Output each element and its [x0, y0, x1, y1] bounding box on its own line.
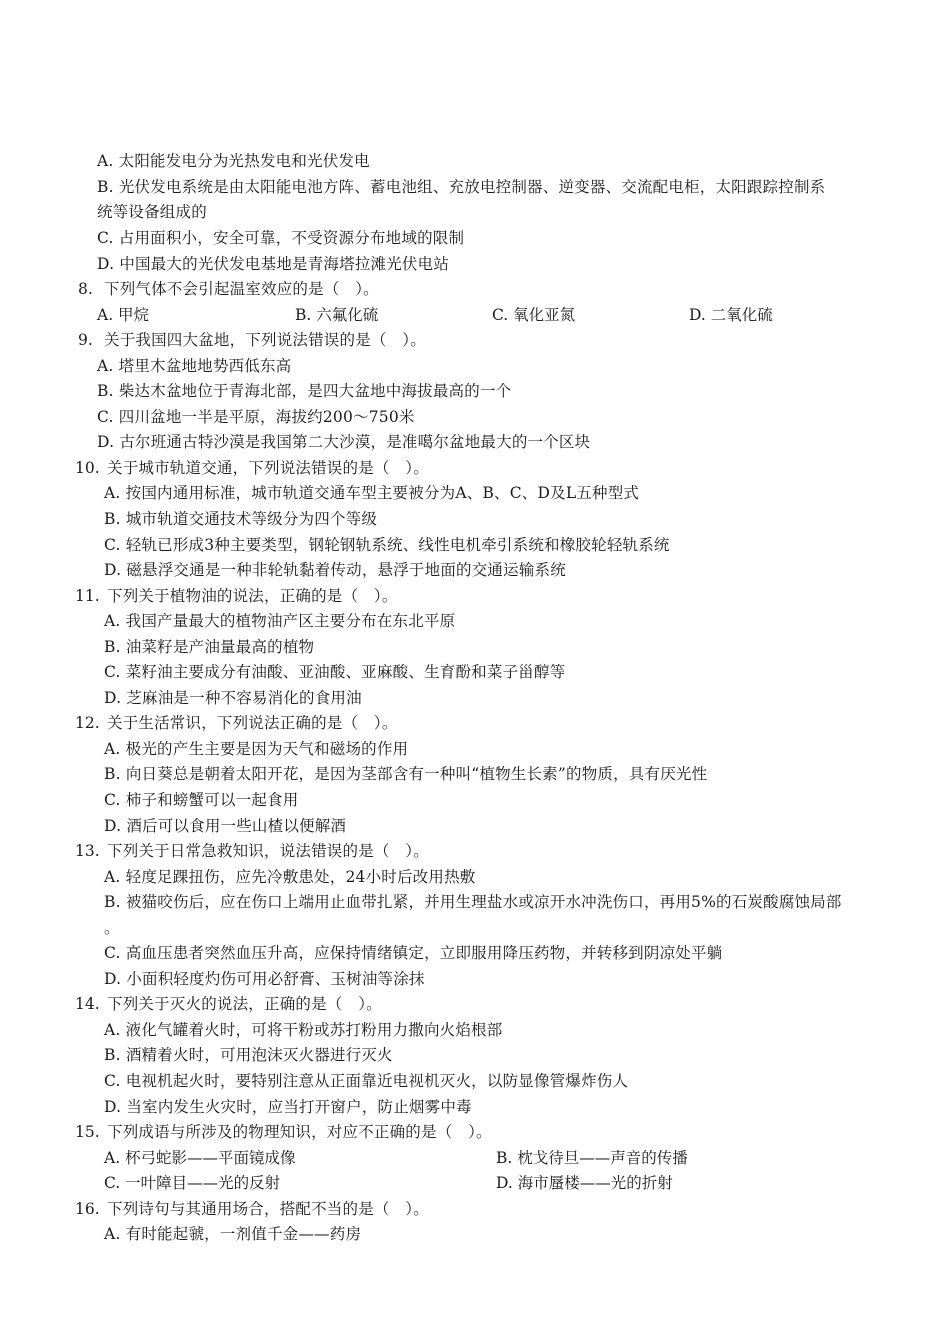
q12-number: 12.: [75, 714, 100, 732]
q7-option-c: C. 占用面积小，安全可靠，不受资源分布地域的限制: [97, 229, 465, 247]
q12-option-a: A. 极光的产生主要是因为天气和磁场的作用: [104, 740, 409, 758]
q14-stem: 下列关于灭火的说法，正确的是（ ）。: [107, 995, 382, 1013]
q11-option-c: C. 菜籽油主要成分有油酸、亚油酸、亚麻酸、生育酚和菜子甾醇等: [104, 663, 566, 681]
q7-option-b-line2: 统等设备组成的: [97, 203, 207, 221]
q16-stem: 下列诗句与其通用场合，搭配不当的是（ ）。: [107, 1200, 429, 1218]
q8-option-b: B. 六氟化硫: [295, 306, 379, 324]
q13-option-d: D. 小面积轻度灼伤可用必舒膏、玉树油等涂抹: [104, 970, 425, 988]
q12-option-c: C. 柿子和螃蟹可以一起食用: [104, 791, 299, 809]
q13-option-b-line1: B. 被猫咬伤后，应在伤口上端用止血带扎紧，并用生理盐水或凉开水冲洗伤口，再用5%的石炭酸腐蚀局部: [104, 893, 842, 911]
q14-option-c: C. 电视机起火时，要特别注意从正面靠近电视机灭火，以防显像管爆炸伤人: [104, 1072, 629, 1090]
q15-option-d: D. 海市蜃楼——光的折射: [496, 1174, 673, 1192]
q10-option-c: C. 轻轨已形成3种主要类型，钢轮钢轨系统、线性电机牵引系统和橡胶轮轻轨系统: [104, 536, 670, 554]
q11-option-a: A. 我国产量最大的植物油产区主要分布在东北平原: [104, 612, 456, 630]
q9-option-c: C. 四川盆地一半是平原，海拔约200～750米: [97, 408, 415, 426]
q9-option-b: B. 柴达木盆地位于青海北部，是四大盆地中海拔最高的一个: [97, 382, 512, 400]
q13-option-c: C. 高血压患者突然血压升高，应保持情绪镇定，立即服用降压药物，并转移到阴凉处平躺: [104, 944, 723, 962]
q15-stem: 下列成语与所涉及的物理知识，对应不正确的是（ ）。: [107, 1123, 492, 1141]
q12-option-d: D. 酒后可以食用一些山楂以便解酒: [104, 817, 347, 835]
q13-number: 13.: [75, 842, 100, 860]
q13-option-b-line2: 。: [104, 919, 120, 937]
q14-option-d: D. 当室内发生火灾时，应当打开窗户，防止烟雾中毒: [104, 1098, 472, 1116]
q7-option-a: A. 太阳能发电分为光热发电和光伏发电: [97, 152, 370, 170]
q16-number: 16.: [75, 1200, 100, 1218]
q12-stem: 关于生活常识，下列说法正确的是（ ）。: [107, 714, 398, 732]
q8-number: 8.: [78, 280, 93, 298]
q7-option-d: D. 中国最大的光伏发电基地是青海塔拉滩光伏电站: [97, 255, 450, 273]
q13-option-a: A. 轻度足踝扭伤，应先冷敷患处，24小时后改用热敷: [104, 868, 476, 886]
q10-stem: 关于城市轨道交通，下列说法错误的是（ ）。: [107, 459, 429, 477]
q14-option-a: A. 液化气罐着火时，可将干粉或苏打粉用力撒向火焰根部: [104, 1021, 503, 1039]
q15-number: 15.: [75, 1123, 100, 1141]
q15-option-c: C. 一叶障目——光的反射: [104, 1174, 281, 1192]
q11-number: 11.: [75, 587, 100, 605]
q14-option-b: B. 酒精着火时，可用泡沫灭火器进行灭火: [104, 1046, 393, 1064]
q11-option-d: D. 芝麻油是一种不容易消化的食用油: [104, 689, 362, 707]
q9-option-a: A. 塔里木盆地地势西低东高: [97, 357, 292, 375]
q9-option-d: D. 古尔班通古特沙漠是我国第二大沙漠，是准噶尔盆地最大的一个区块: [97, 433, 591, 451]
q9-stem: 关于我国四大盆地，下列说法错误的是（ ）。: [104, 331, 426, 349]
q8-stem: 下列气体不会引起温室效应的是（ ）。: [104, 280, 379, 298]
q10-option-b: B. 城市轨道交通技术等级分为四个等级: [104, 510, 378, 528]
q15-option-a: A. 杯弓蛇影——平面镜成像: [104, 1149, 296, 1167]
q11-option-b: B. 油菜籽是产油量最高的植物: [104, 638, 315, 656]
q8-option-a: A. 甲烷: [97, 306, 150, 324]
q14-number: 14.: [75, 995, 100, 1013]
q10-option-d: D. 磁悬浮交通是一种非轮轨黏着传动，悬浮于地面的交通运输系统: [104, 561, 566, 579]
q10-number: 10.: [75, 459, 100, 477]
q16-option-a: A. 有时能起虢，一剂值千金——药房: [104, 1225, 362, 1243]
q8-option-d: D. 二氧化硫: [689, 306, 773, 324]
q15-option-b: B. 枕戈待旦——声音的传播: [496, 1149, 688, 1167]
q11-stem: 下列关于植物油的说法，正确的是（ ）。: [107, 587, 398, 605]
q13-stem: 下列关于日常急救知识，说法错误的是（ ）。: [107, 842, 429, 860]
q10-option-a: A. 按国内通用标准，城市轨道交通车型主要被分为A、B、C、D及L五种型式: [104, 484, 640, 502]
q7-option-b-line1: B. 光伏发电系统是由太阳能电池方阵、蓄电池组、充放电控制器、逆变器、交流配电柜，太阳跟踪控制系: [97, 178, 826, 196]
q9-number: 9.: [78, 331, 93, 349]
q12-option-b: B. 向日葵总是朝着太阳开花，是因为茎部含有一种叫“植物生长素”的物质，具有厌光性: [104, 765, 708, 783]
q8-option-c: C. 氧化亚氮: [492, 306, 576, 324]
